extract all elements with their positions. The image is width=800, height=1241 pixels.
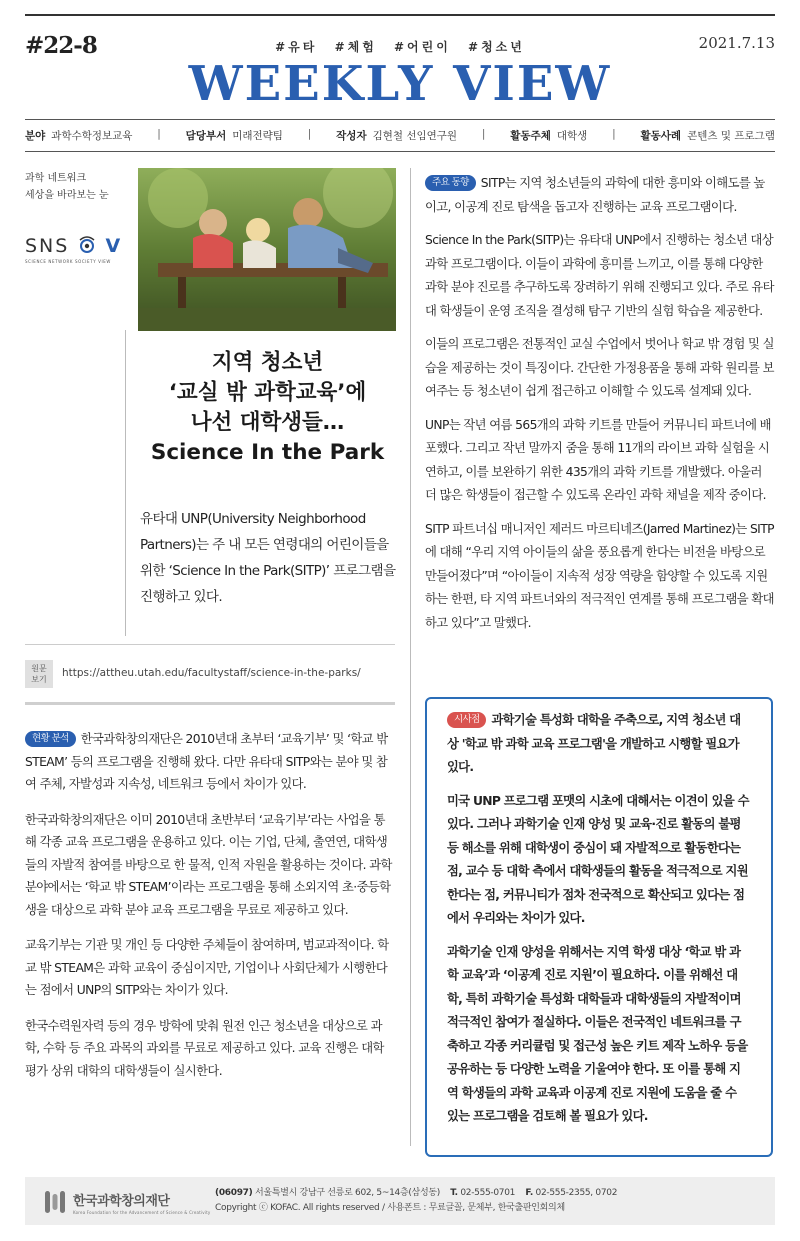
source-link[interactable]: https://attheu.utah.edu/facultystaff/science-in-the-parks/ [62,667,361,679]
side-caption: 과학 네트워크 세상을 바라보는 눈 [25,173,109,201]
meta-case: 활동사례 콘텐츠 및 프로그램 [640,130,775,142]
sns-logo: SNS V SCIENCE NETWORK SOCIETY VIEW [25,235,123,264]
status-badge: 현황 분석 [25,731,76,747]
trend-paragraph: SITP 파트너십 매니저인 제러드 마르티네즈(Jarred Martinez)는 SITP에 대해 “우리 지역 아이들의 삶을 풍요롭게 한다는 비전을 바탕으로 만들어졌다”며 “아이들이 지속적 성장 역량을 함양할 수 있도록 지원하는 한편, 타 지역 파트너와의 적극적인 연계를 통해 프로그램을 확대하고 있다”고 말했다. [425,521,774,630]
trend-paragraph: Science In the Park(SITP)는 유타대 UNP에서 진행하는 청소년 대상 과학 프로그램이다. 이들이 과학에 흥미를 느끼고, 이를 통해 다양한 과학 분야 진로를 추구하도록 장려하기 위해 진행되고 있다. 주로 유타대 학생들이 운영 조직을 결성해 탐구 기반의 실험 학습을 제공한다. [425,233,774,318]
org-subtitle: Korea Foundation for the Advancement of Science & Creativity [73,1209,211,1215]
meta-bar [25,128,775,143]
column-divider [125,330,126,636]
analysis-paragraph: 교육기부는 기관 및 개인 등 다양한 주체들이 참여하며, 범교과적이다. 학교 밖 STEAM은 과학 교육이 중심이지만, 기업이나 사회단체가 시행한다는 점에서 UNP의 SITP와는 차이가 있다. [25,938,389,997]
article-lead: 유타대 UNP(University Neighborhood Partners)는 주 내 모든 연령대의 어린이들을 위한 ‘Science In the Park(SITP)’ 프로그램을 진행하고 있다. [140,511,396,605]
source-divider [25,644,395,645]
hashtag: #체험 [334,40,377,54]
meta-divider-top [25,119,775,120]
hashtag: #유타 [275,40,318,54]
meta-author: 작성자 김현철 선임연구원 [336,130,458,142]
trend-section [425,172,775,645]
analysis-paragraph: 한국과학창의재단은 이미 2010년대 초반부터 ‘교육기부’라는 사업을 통해 각종 교육 프로그램을 운용하고 있다. 이는 기업, 단체, 출연연, 대학생들의 자발적 참여를 바탕으로 한 물적, 인적 자원을 활용하는 것이다. 과학 분야에서는 ‘학교 밖 STEAM’이라는 프로그램을 통해 소외지역 초·중등학생을 대상으로 과학 분야 교육 프로그램을 무료로 제공하고 있다. [25,812,392,917]
footer-info: (06097) 서울특별시 강남구 선릉로 602, 5~14층(삼성동) T. 02-555-0701 F. 02-555-2355, 0702 Copyright ⓒ KOFAC. All rights reserved / 사용폰트 : 무료글꼴, 문체부, 한국출판인회의체 [215,1186,617,1216]
trend-paragraph: 이들의 프로그램은 전통적인 교실 수업에서 벗어나 학교 밖 경험 및 실습을 제공하는 것이 특징이다. 간단한 가정용품을 통해 과학 원리를 보여주는 등 청소년이 쉽게 접근하고 이해할 수 있도록 설계돼 있다. [425,337,774,398]
hashtag: #어린이 [394,40,451,54]
insight-box [425,697,773,1157]
top-rule [25,14,775,16]
analysis-section [25,728,395,1095]
masthead-title: WEEKLY VIEW [188,56,612,112]
article-photo [138,168,396,331]
analysis-paragraph: 한국수력원자력 등의 경우 방학에 맞춰 원전 인근 청소년을 대상으로 과학, 수학 등 주요 과목의 과외를 무료로 제공하고 있다. 교육 진행은 대학 평가 상위 대학의 대학생들이 실시한다. [25,1018,384,1078]
meta-dept: 담당부서 미래전략팀 [185,130,283,142]
issue-number: #22-8 [25,32,97,59]
column-divider-center [410,168,411,1146]
meta-separator: | [157,128,161,140]
issue-date: 2021.7.13 [698,34,775,52]
status-badge: 주요 동향 [425,175,476,191]
source-label: 원문 보기 [25,660,53,688]
meta-separator: | [612,128,616,140]
status-badge: 시사점 [447,712,486,728]
footer [25,1177,775,1225]
eye-icon [77,236,97,254]
kofac-logo-icon [43,1189,67,1215]
meta-separator: | [307,128,312,140]
trend-paragraph: 주요 동향 SITP는 지역 청소년들의 과학에 대한 흥미와 이해도를 높이고, 이공계 진로 탐색을 돕고자 진행하는 교육 프로그램이다. [425,176,765,214]
children-in-park-image [138,168,396,331]
meta-field: 분야 과학수학정보교육 [25,130,133,142]
insight-paragraph: 과학기술 인재 양성을 위해서는 지역 학생 대상 ‘학교 밖 과학 교육’과 ‘이공계 진로 지원’이 필요하다. 이를 위해선 대학, 특히 과학기술 특성화 대학들과 대학생들의 자발적이며 적극적인 참여가 절실하다. 이들은 전국적인 네트워크를 구축하고 각종 커리큘럼 및 접근성 높은 키트 제작 노하우 등을 공유하는 등 다양한 노력을 기울여야 한다. 또 이를 통해 지역 학생들의 과학 교육과 이공계 진로 지원에 도움을 줄 수 있는 프로그램을 검토해 볼 필요가 있다. [447,944,748,1123]
hashtag: #청소년 [468,40,525,54]
kofac-logo [43,1189,210,1215]
copyright: Copyright ⓒ KOFAC. All rights reserved / 사용폰트 : 무료글꼴, 문체부, 한국출판인회의체 [215,1203,565,1213]
meta-actor: 활동주체 대학생 [510,130,588,142]
meta-separator: | [481,128,486,140]
meta-divider-bottom [25,151,775,152]
insight-paragraph: 미국 UNP 프로그램 포맷의 시초에 대해서는 이견이 있을 수 있다. 그러나 과학기술 인재 양성 및 교육·진로 활동의 불평등 해소를 위해 대학생이 중심이 돼 자발적으로 활동한다는 점, 교수 등 대학 측에서 대학생들의 활동을 적극적으로 지원한다는 점, 커뮤니티가 점차 전국적으로 확산되고 있다는 점에서 우리와는 차이가 있다. [447,793,749,925]
article-headline: 지역 청소년 ‘교실 밖 과학교육’에 나선 대학생들… Science In the Park [150,350,385,465]
analysis-paragraph: 현황 분석 한국과학창의재단은 2010년대 초부터 ‘교육기부’ 및 ‘학교 밖 STEAM’ 등의 프로그램을 진행해 왔다. 다만 유타대 SITP와는 분야 및 참여 주체, 자발성과 지속성, 네트워크 등에서 차이가 있다. [25,732,388,791]
source-bar [25,702,395,705]
insight-paragraph: 시사점 과학기술 특성화 대학을 주축으로, 지역 청소년 대상 '학교 밖 과학 교육 프로그램'을 개발하고 시행할 필요가 있다. [447,713,741,774]
org-name: 한국과학창의재단 [73,1193,170,1209]
trend-paragraph: UNP는 작년 여름 565개의 과학 키트를 만들어 커뮤니티 파트너에 배포했다. 그리고 작년 말까지 줌을 통해 11개의 라이브 과학 실험을 시연하고, 이를 보완하기 위한 435개의 과학 키트를 개발했다. 아울러 더 많은 학생들이 접근할 수 있도록 온라인 과학 채널을 제작 중이다. [425,417,771,502]
hashtag-row [0,38,800,55]
